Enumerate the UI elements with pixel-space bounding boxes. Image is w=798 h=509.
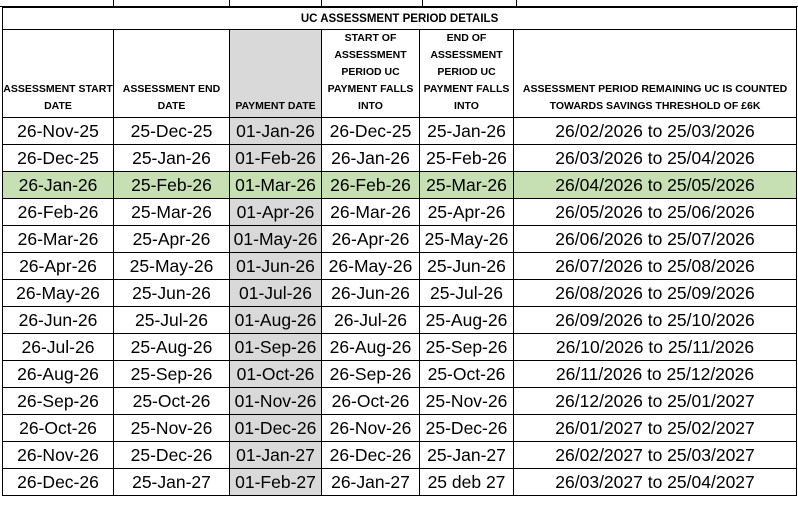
cell-period-end[interactable]: 25-Aug-26 xyxy=(420,307,514,334)
cell-savings-period[interactable]: 26/10/2026 to 25/11/2026 xyxy=(514,334,797,361)
table-row xyxy=(3,145,797,172)
cell-assessment-start[interactable]: 26-Nov-26 xyxy=(3,442,114,469)
cell-assessment-start[interactable]: 26-Dec-26 xyxy=(3,469,114,496)
cell-savings-period[interactable]: 26/04/2026 to 25/05/2026 xyxy=(514,172,797,199)
cell-assessment-end[interactable]: 25-May-26 xyxy=(114,253,230,280)
cell-period-start[interactable]: 26-Mar-26 xyxy=(322,199,420,226)
cell-assessment-start[interactable]: 26-May-26 xyxy=(3,280,114,307)
cell-period-end[interactable]: 25 deb 27 xyxy=(420,469,514,496)
cell-savings-period[interactable]: 26/03/2026 to 25/04/2026 xyxy=(514,145,797,172)
cell-assessment-start[interactable]: 26-Dec-25 xyxy=(3,145,114,172)
cell-period-start[interactable]: 26-Nov-26 xyxy=(322,415,420,442)
table-row xyxy=(3,415,797,442)
cell-assessment-start[interactable]: 26-Jun-26 xyxy=(3,307,114,334)
cell-period-end[interactable]: 25-May-26 xyxy=(420,226,514,253)
cell-payment-date[interactable]: 01-Nov-26 xyxy=(230,388,322,415)
cell-period-end[interactable]: 25-Jan-27 xyxy=(420,442,514,469)
cell-period-start[interactable]: 26-Jul-26 xyxy=(322,307,420,334)
table-row xyxy=(3,388,797,415)
table-row xyxy=(3,361,797,388)
table-row-highlighted xyxy=(3,172,797,199)
cell-assessment-end[interactable]: 25-Feb-26 xyxy=(114,172,230,199)
cell-period-start[interactable]: 26-Jan-26 xyxy=(322,145,420,172)
cell-payment-date[interactable]: 01-Jun-26 xyxy=(230,253,322,280)
table-row xyxy=(3,253,797,280)
cell-assessment-end[interactable]: 25-Dec-25 xyxy=(114,118,230,145)
cell-period-start[interactable]: 26-Oct-26 xyxy=(322,388,420,415)
cell-payment-date[interactable]: 01-Apr-26 xyxy=(230,199,322,226)
cell-period-end[interactable]: 25-Dec-26 xyxy=(420,415,514,442)
header-assessment-end[interactable]: ASSESSMENT END DATE xyxy=(114,30,230,118)
cell-payment-date[interactable]: 01-Feb-27 xyxy=(230,469,322,496)
cell-period-end[interactable]: 25-Mar-26 xyxy=(420,172,514,199)
cell-assessment-end[interactable]: 25-Sep-26 xyxy=(114,361,230,388)
cell-savings-period[interactable]: 26/02/2026 to 25/03/2026 xyxy=(514,118,797,145)
cell-period-end[interactable]: 25-Sep-26 xyxy=(420,334,514,361)
cell-payment-date[interactable]: 01-Mar-26 xyxy=(230,172,322,199)
cell-assessment-end[interactable]: 25-Apr-26 xyxy=(114,226,230,253)
cell-period-start[interactable]: 26-Aug-26 xyxy=(322,334,420,361)
table-row xyxy=(3,280,797,307)
cell-period-start[interactable]: 26-Sep-26 xyxy=(322,361,420,388)
cell-assessment-end[interactable]: 25-Jan-26 xyxy=(114,145,230,172)
cell-assessment-end[interactable]: 25-Jun-26 xyxy=(114,280,230,307)
cell-assessment-end[interactable]: 25-Jul-26 xyxy=(114,307,230,334)
table-title[interactable]: UC ASSESSMENT PERIOD DETAILS xyxy=(3,8,797,30)
table-row xyxy=(3,307,797,334)
cell-assessment-start[interactable]: 26-Jan-26 xyxy=(3,172,114,199)
cell-payment-date[interactable]: 01-Feb-26 xyxy=(230,145,322,172)
cell-assessment-end[interactable]: 25-Jan-27 xyxy=(114,469,230,496)
cell-period-start[interactable]: 26-May-26 xyxy=(322,253,420,280)
cell-assessment-start[interactable]: 26-Apr-26 xyxy=(3,253,114,280)
cell-savings-period[interactable]: 26/07/2026 to 25/08/2026 xyxy=(514,253,797,280)
cell-period-end[interactable]: 25-Oct-26 xyxy=(420,361,514,388)
cell-payment-date[interactable]: 01-Oct-26 xyxy=(230,361,322,388)
cell-payment-date[interactable]: 01-Sep-26 xyxy=(230,334,322,361)
cell-period-end[interactable]: 25-Feb-26 xyxy=(420,145,514,172)
cell-assessment-start[interactable]: 26-Sep-26 xyxy=(3,388,114,415)
cell-savings-period[interactable]: 26/01/2027 to 25/02/2027 xyxy=(514,415,797,442)
cell-assessment-start[interactable]: 26-Jul-26 xyxy=(3,334,114,361)
header-savings-period[interactable]: ASSESSMENT PERIOD REMAINING UC IS COUNTED TOWARDS SAVINGS THRESHOLD OF £6K xyxy=(514,30,797,118)
cell-savings-period[interactable]: 26/03/2027 to 25/04/2027 xyxy=(514,469,797,496)
cell-savings-period[interactable]: 26/08/2026 to 25/09/2026 xyxy=(514,280,797,307)
cell-period-end[interactable]: 25-Apr-26 xyxy=(420,199,514,226)
cropped-row-strip xyxy=(0,0,798,7)
cell-period-start[interactable]: 26-Jun-26 xyxy=(322,280,420,307)
table-row xyxy=(3,118,797,145)
header-start-of-period[interactable]: START OF ASSESSMENT PERIOD UC PAYMENT FALLS INTO xyxy=(322,30,420,118)
table-row xyxy=(3,226,797,253)
cell-assessment-end[interactable]: 25-Nov-26 xyxy=(114,415,230,442)
table-row xyxy=(3,469,797,496)
cell-payment-date[interactable]: 01-Dec-26 xyxy=(230,415,322,442)
cell-assessment-end[interactable]: 25-Mar-26 xyxy=(114,199,230,226)
uc-assessment-table xyxy=(2,7,797,496)
cell-assessment-start[interactable]: 26-Oct-26 xyxy=(3,415,114,442)
cell-savings-period[interactable]: 26/06/2026 to 25/07/2026 xyxy=(514,226,797,253)
cell-period-end[interactable]: 25-Nov-26 xyxy=(420,388,514,415)
cell-payment-date[interactable]: 01-Jul-26 xyxy=(230,280,322,307)
cell-assessment-start[interactable]: 26-Aug-26 xyxy=(3,361,114,388)
cell-savings-period[interactable]: 26/02/2027 to 25/03/2027 xyxy=(514,442,797,469)
cell-period-start[interactable]: 26-Dec-25 xyxy=(322,118,420,145)
cell-period-start[interactable]: 26-Feb-26 xyxy=(322,172,420,199)
cell-assessment-end[interactable]: 25-Dec-26 xyxy=(114,442,230,469)
header-end-of-period[interactable]: END OF ASSESSMENT PERIOD UC PAYMENT FALLS INTO xyxy=(420,30,514,118)
cell-period-end[interactable]: 25-Jan-26 xyxy=(420,118,514,145)
cell-assessment-start[interactable]: 26-Nov-25 xyxy=(3,118,114,145)
table-row xyxy=(3,442,797,469)
cell-period-end[interactable]: 25-Jun-26 xyxy=(420,253,514,280)
cell-savings-period[interactable]: 26/11/2026 to 25/12/2026 xyxy=(514,361,797,388)
cell-assessment-start[interactable]: 26-Mar-26 xyxy=(3,226,114,253)
cell-period-start[interactable]: 26-Dec-26 xyxy=(322,442,420,469)
cell-period-start[interactable]: 26-Jan-27 xyxy=(322,469,420,496)
cell-payment-date[interactable]: 01-Aug-26 xyxy=(230,307,322,334)
cell-savings-period[interactable]: 26/09/2026 to 25/10/2026 xyxy=(514,307,797,334)
cell-payment-date[interactable]: 01-Jan-26 xyxy=(230,118,322,145)
cell-savings-period[interactable]: 26/05/2026 to 25/06/2026 xyxy=(514,199,797,226)
cell-payment-date[interactable]: 01-Jan-27 xyxy=(230,442,322,469)
cell-period-end[interactable]: 25-Jul-26 xyxy=(420,280,514,307)
title-row xyxy=(3,8,797,30)
header-payment-date[interactable]: PAYMENT DATE xyxy=(230,30,322,118)
table-row xyxy=(3,199,797,226)
cell-assessment-end[interactable]: 25-Aug-26 xyxy=(114,334,230,361)
cell-payment-date[interactable]: 01-May-26 xyxy=(230,226,322,253)
header-assessment-start[interactable]: ASSESSMENT START DATE xyxy=(3,30,114,118)
header-row xyxy=(3,30,797,118)
cell-assessment-start[interactable]: 26-Feb-26 xyxy=(3,199,114,226)
cell-period-start[interactable]: 26-Apr-26 xyxy=(322,226,420,253)
table-row xyxy=(3,334,797,361)
cell-assessment-end[interactable]: 25-Oct-26 xyxy=(114,388,230,415)
cell-savings-period[interactable]: 26/12/2026 to 25/01/2027 xyxy=(514,388,797,415)
